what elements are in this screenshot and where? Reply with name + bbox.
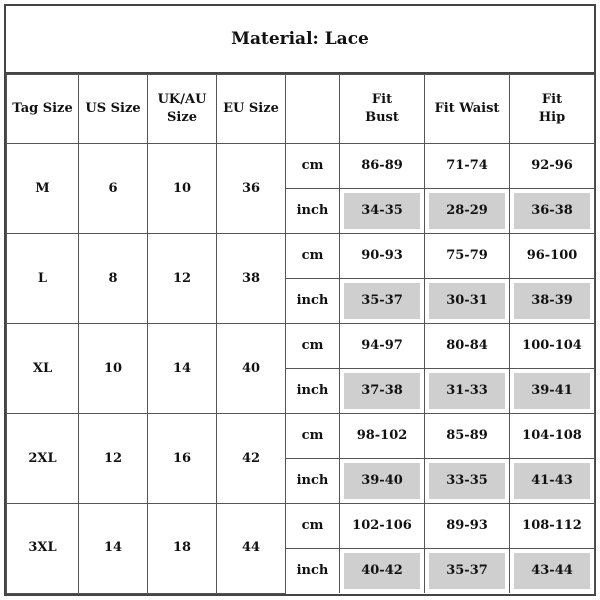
header-fit-waist: Fit Waist xyxy=(425,75,510,144)
bust-cell: 37-38 xyxy=(340,369,425,414)
uk-au-size-cell: 10 xyxy=(148,144,217,234)
waist-cell: 75-79 xyxy=(425,234,510,279)
eu-size-cell: 40 xyxy=(217,324,286,414)
header-uk-au-line1: UK/AU xyxy=(157,92,207,108)
us-size-cell: 14 xyxy=(79,504,148,594)
bust-cell: 94-97 xyxy=(340,324,425,369)
hip-cell: 43-44 xyxy=(510,549,595,594)
table-row xyxy=(7,234,595,279)
waist-cell: 71-74 xyxy=(425,144,510,189)
unit-cell: cm xyxy=(286,234,340,279)
waist-cell: 31-33 xyxy=(425,369,510,414)
bust-cell: 90-93 xyxy=(340,234,425,279)
waist-cell: 80-84 xyxy=(425,324,510,369)
size-chart xyxy=(4,4,596,596)
header-eu-size: EU Size xyxy=(217,75,286,144)
eu-size-cell: 36 xyxy=(217,144,286,234)
table-row xyxy=(7,144,595,189)
size-table xyxy=(6,74,595,594)
tag-size-cell: L xyxy=(7,234,79,324)
header-uk-au-size xyxy=(148,75,217,144)
bust-cell: 102-106 xyxy=(340,504,425,549)
bust-cell: 40-42 xyxy=(340,549,425,594)
header-fit-bust-line1: Fit xyxy=(371,92,393,108)
header-uk-au-line2: Size xyxy=(167,110,197,125)
unit-cell: inch xyxy=(286,279,340,324)
unit-cell: cm xyxy=(286,324,340,369)
tag-size-cell: 3XL xyxy=(7,504,79,594)
hip-cell: 104-108 xyxy=(510,414,595,459)
chart-title: Material: Lace xyxy=(6,6,594,74)
hip-cell: 36-38 xyxy=(510,189,595,234)
unit-cell: inch xyxy=(286,189,340,234)
table-row xyxy=(7,414,595,459)
us-size-cell: 12 xyxy=(79,414,148,504)
hip-cell: 39-41 xyxy=(510,369,595,414)
header-tag-size: Tag Size xyxy=(7,75,79,144)
unit-cell: cm xyxy=(286,144,340,189)
waist-cell: 89-93 xyxy=(425,504,510,549)
tag-size-cell: 2XL xyxy=(7,414,79,504)
waist-cell: 85-89 xyxy=(425,414,510,459)
header-fit-hip xyxy=(510,75,595,144)
unit-cell: cm xyxy=(286,504,340,549)
tag-size-cell: XL xyxy=(7,324,79,414)
hip-cell: 108-112 xyxy=(510,504,595,549)
bust-cell: 98-102 xyxy=(340,414,425,459)
header-row xyxy=(7,75,595,144)
hip-cell: 100-104 xyxy=(510,324,595,369)
uk-au-size-cell: 12 xyxy=(148,234,217,324)
unit-cell: inch xyxy=(286,459,340,504)
unit-cell: inch xyxy=(286,369,340,414)
header-fit-bust xyxy=(340,75,425,144)
header-fit-bust-line2: Bust xyxy=(365,110,399,125)
hip-cell: 38-39 xyxy=(510,279,595,324)
waist-cell: 28-29 xyxy=(425,189,510,234)
header-fit-hip-line1: Fit xyxy=(541,92,563,108)
uk-au-size-cell: 18 xyxy=(148,504,217,594)
eu-size-cell: 38 xyxy=(217,234,286,324)
table-row xyxy=(7,504,595,549)
uk-au-size-cell: 16 xyxy=(148,414,217,504)
waist-cell: 33-35 xyxy=(425,459,510,504)
bust-cell: 86-89 xyxy=(340,144,425,189)
us-size-cell: 6 xyxy=(79,144,148,234)
bust-cell: 34-35 xyxy=(340,189,425,234)
eu-size-cell: 42 xyxy=(217,414,286,504)
hip-cell: 41-43 xyxy=(510,459,595,504)
us-size-cell: 8 xyxy=(79,234,148,324)
uk-au-size-cell: 14 xyxy=(148,324,217,414)
hip-cell: 92-96 xyxy=(510,144,595,189)
waist-cell: 35-37 xyxy=(425,549,510,594)
header-us-size: US Size xyxy=(79,75,148,144)
eu-size-cell: 44 xyxy=(217,504,286,594)
tag-size-cell: M xyxy=(7,144,79,234)
table-row xyxy=(7,324,595,369)
header-unit xyxy=(286,75,340,144)
header-fit-hip-line2: Hip xyxy=(538,110,566,125)
bust-cell: 35-37 xyxy=(340,279,425,324)
unit-cell: inch xyxy=(286,549,340,594)
waist-cell: 30-31 xyxy=(425,279,510,324)
unit-cell: cm xyxy=(286,414,340,459)
us-size-cell: 10 xyxy=(79,324,148,414)
hip-cell: 96-100 xyxy=(510,234,595,279)
bust-cell: 39-40 xyxy=(340,459,425,504)
